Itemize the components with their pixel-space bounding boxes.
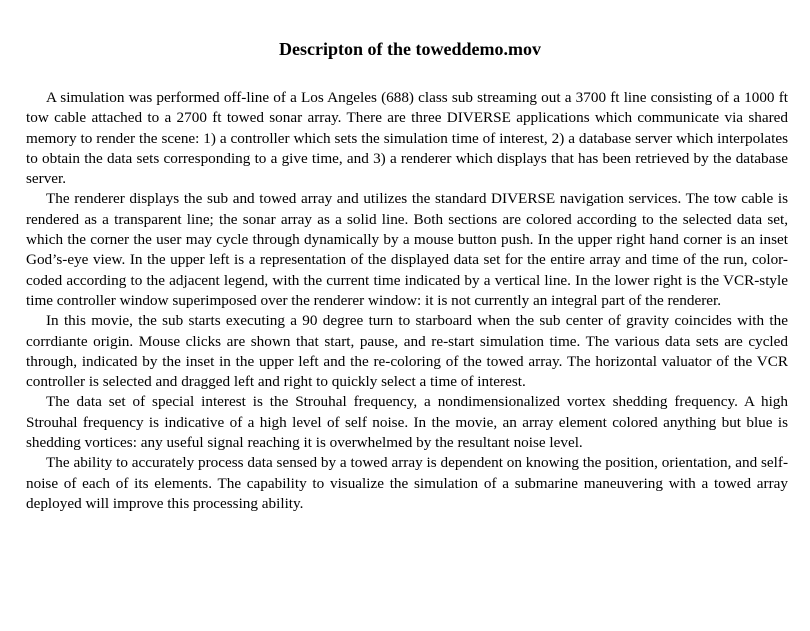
- paragraph-conclusion: The ability to accurately process data sensed by a towed array is dependent on knowing the position, orientation, and self-noise of each of its elements. The capability to visualize the simulation of a submarine maneuvering with a towed array deployed will improve this processing ability.: [26, 454, 788, 512]
- document-page: [26, 38, 788, 514]
- paragraph-movie-description: In this movie, the sub starts executing a 90 degree turn to starboard when the sub center of gravity coincides with the corrdiante origin. Mouse clicks are shown that start, pause, and re-start simulation time. The various data sets are cycled through, indicated by the inset in the upper left and the re-coloring of the towed array. The horizontal valuator of the VCR controller is selected and dragged left and right to quickly select a time of interest.: [26, 312, 788, 391]
- paragraph-renderer-description: The renderer displays the sub and towed array and utilizes the standard DIVERSE navigation services. The tow cable is rendered as a transparent line; the sonar array as a solid line. Both sections are colored according to the selected data set, which the corner the user may cycle through dynamically by a mouse button push. In the upper right hand corner is an inset God’s-eye view. In the upper left is a representation of the displayed data set for the entire array and time of the run, color-coded according to the adjacent legend, with the current time indicated by a vertical line. In the lower right is the VCR-style time controller window superimposed over the renderer window: it is not currently an integral part of the renderer.: [26, 190, 788, 309]
- paragraph-simulation-overview: A simulation was performed off-line of a Los Angeles (688) class sub streaming out a 3700 ft line consisting of a 1000 ft tow cable attached to a 2700 ft towed sonar array. There are three DIVERSE applications which communicate via shared memory to render the scene: 1) a controller which sets the simulation time of interest, 2) a database server which interpolates to obtain the data sets corresponding to a give time, and 3) a renderer which displays that has been retrieved by the database server.: [26, 89, 788, 188]
- paragraph-strouhal-frequency: The data set of special interest is the Strouhal frequency, a nondimensionalized vortex shedding frequency. A high Strouhal frequency is indicative of a high level of self noise. In the movie, an array element colored anything but blue is shedding vortices: any useful signal reaching it is overwhelmed by the resultant noise level.: [26, 393, 788, 452]
- document-title: Descripton of the toweddemo.mov: [279, 39, 541, 59]
